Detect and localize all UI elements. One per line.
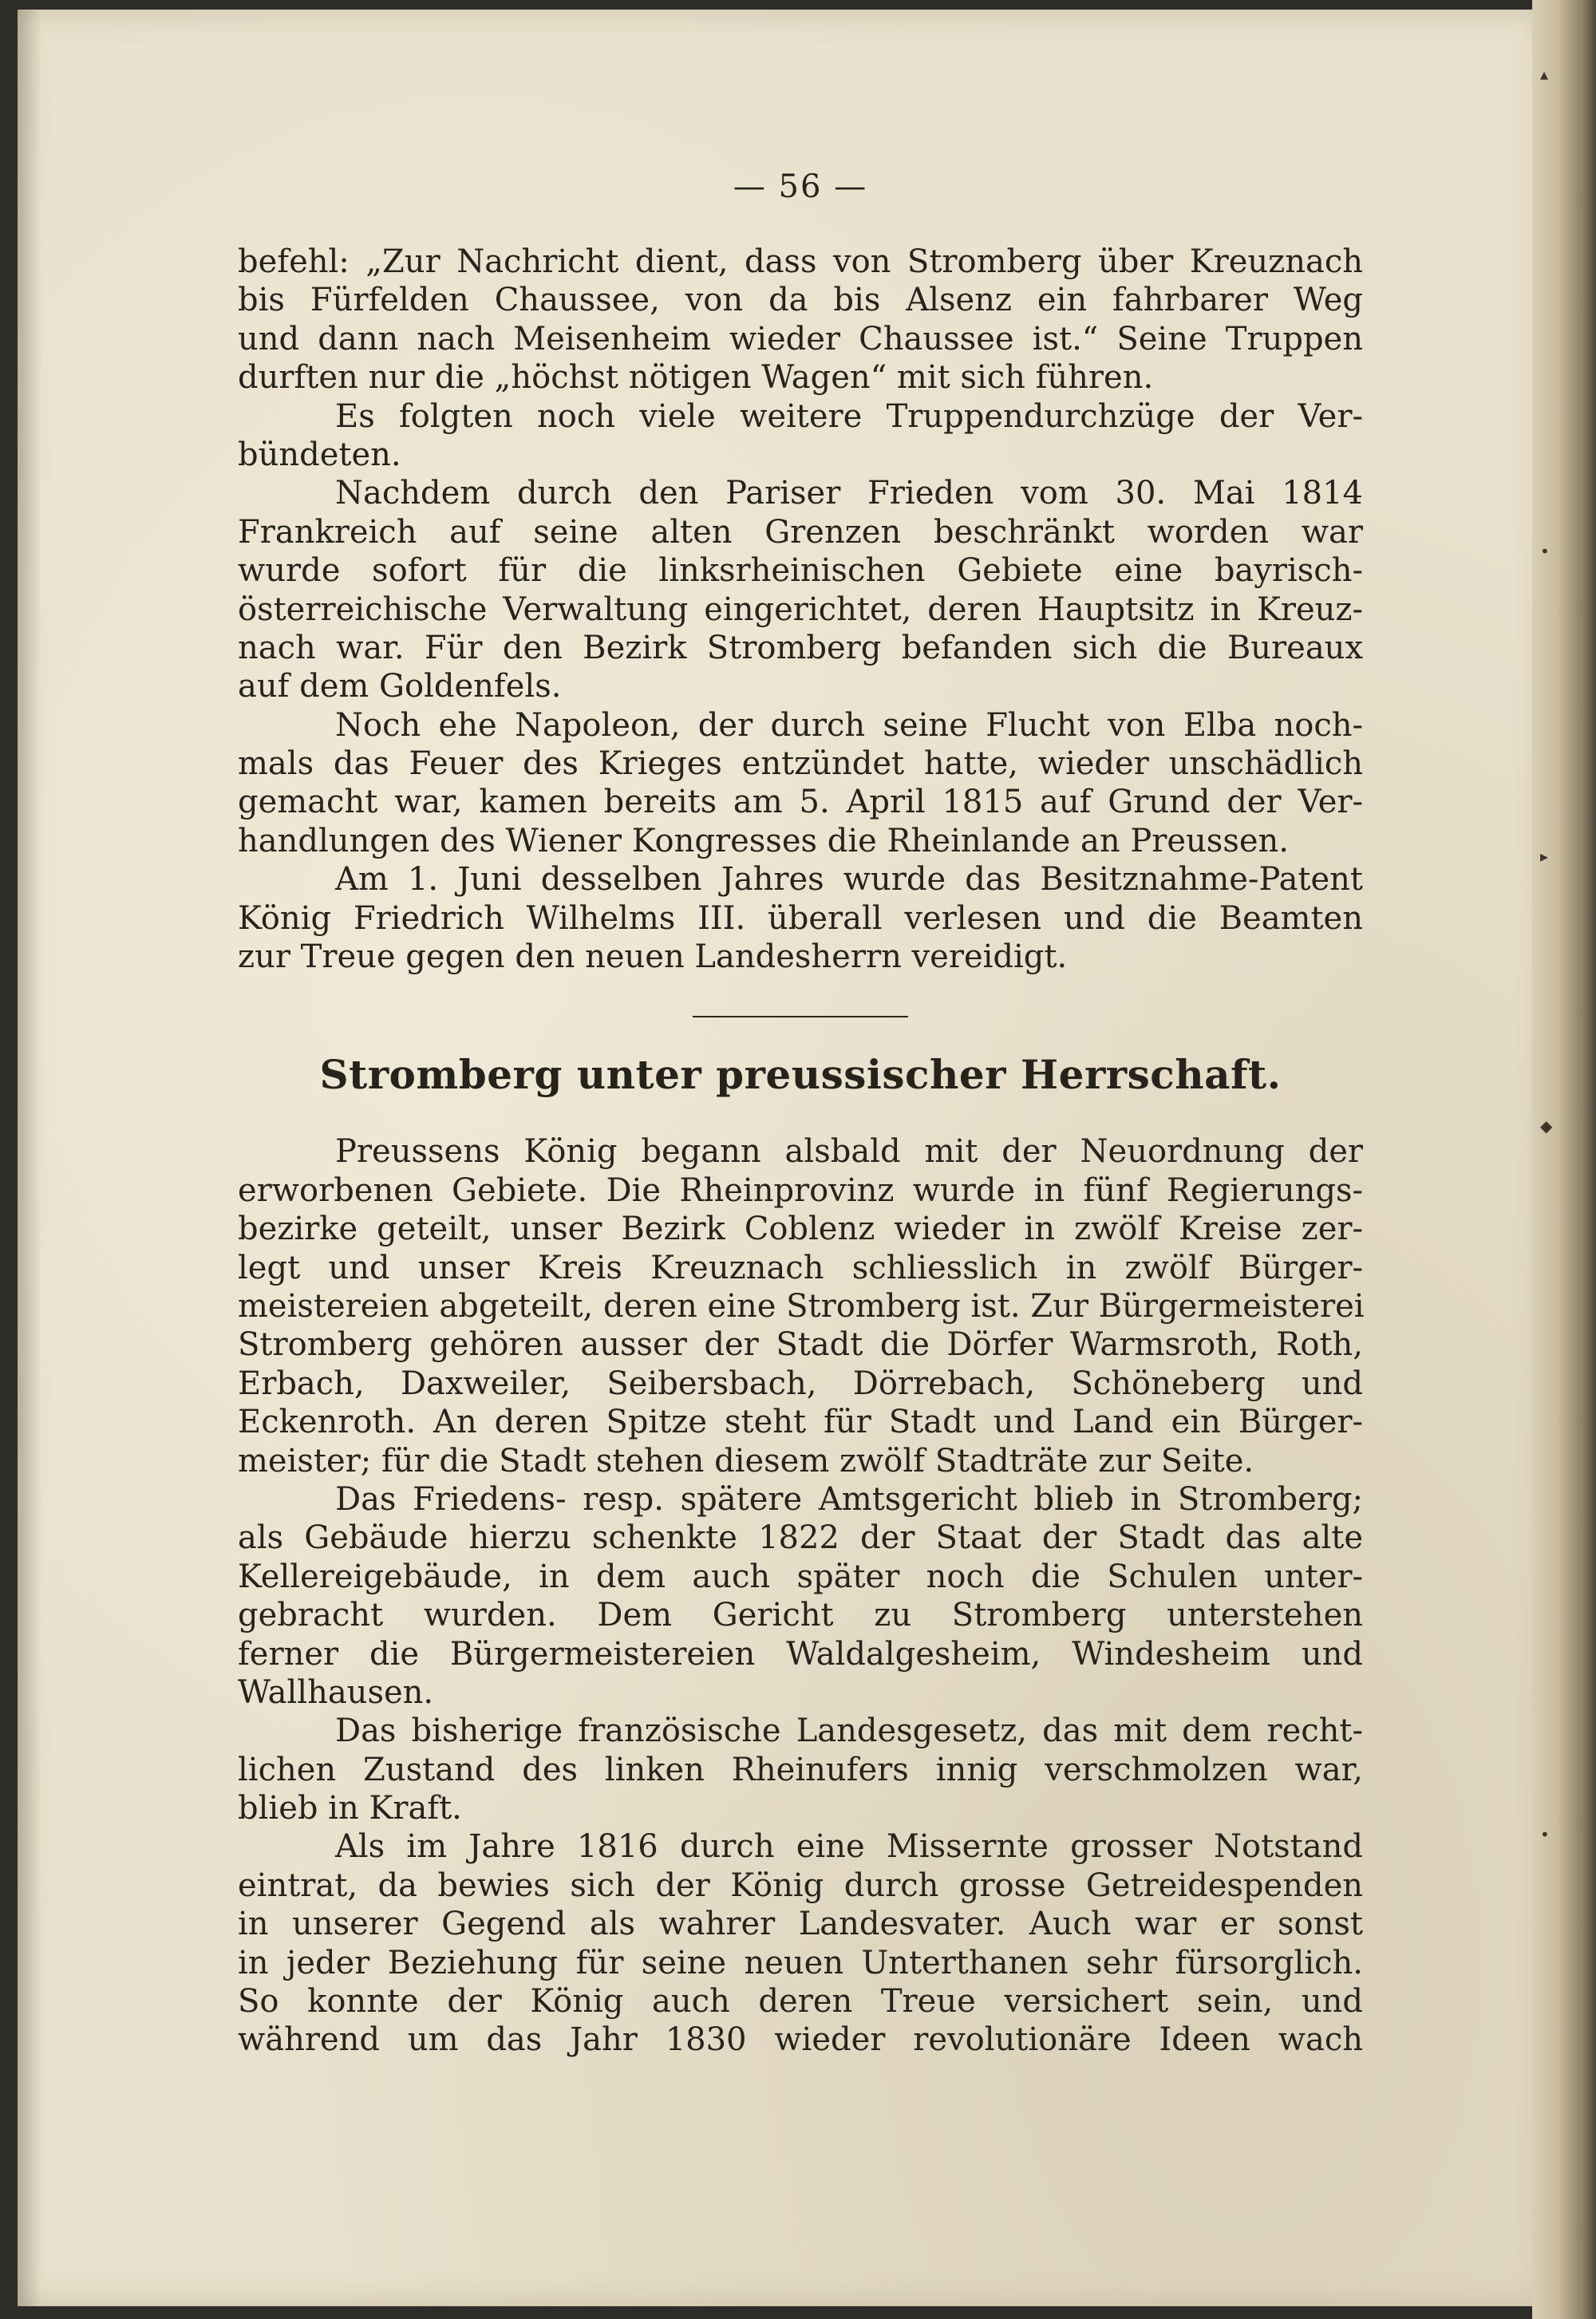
text-line: zur Treue gegen den neuen Landesherrn vereidigt. (238, 938, 1068, 976)
paragraphs-before-section (238, 243, 1363, 976)
text-line: mals das Feuer des Krieges entzündet hatte, wieder unschädlich (238, 745, 1363, 783)
text-line: in jeder Beziehung für seine neuen Unterthanen sehr fürsorglich. (238, 1944, 1363, 1981)
text-line: blieb in Kraft. (238, 1790, 462, 1827)
paragraphs-after-section (238, 1132, 1363, 2059)
text-block (238, 168, 1363, 2060)
text-line: meister; für die Stadt stehen diesem zwölf Stadträte zur Seite. (238, 1442, 1254, 1479)
spine-mark: ◆ (1540, 1116, 1553, 1136)
text-line: Das Friedens- resp. spätere Amtsgericht blieb in Stromberg; (335, 1480, 1363, 1518)
text-line: Preussens König begann alsbald mit der Neuordnung der (335, 1133, 1363, 1171)
text-line: Eckenroth. An deren Spitze steht für Stadt und Land ein Bürger- (238, 1404, 1363, 1441)
text-line: Erbach, Daxweiler, Seibersbach, Dörrebach, Schöneberg und (238, 1365, 1363, 1402)
spine-mark: • (1540, 1825, 1550, 1844)
page-number: — 56 — (733, 168, 868, 205)
text-line: Noch ehe Napoleon, der durch seine Flucht von Elba noch- (335, 706, 1363, 744)
text-line: Wallhausen. (238, 1673, 434, 1711)
section-divider (693, 1016, 908, 1017)
text-line: Frankreich auf seine alten Grenzen beschränkt worden war (238, 513, 1363, 551)
text-line: Nachdem durch den Pariser Frieden vom 30. Mai 1814 (335, 475, 1363, 512)
text-line: gemacht war, kamen bereits am 5. April 1815 auf Grund der Ver- (238, 784, 1363, 821)
text-line: österreichische Verwaltung eingerichtet, deren Hauptsitz in Kreuz- (238, 591, 1363, 628)
text-line: nach war. Für den Bezirk Stromberg befanden sich die Bureaux (238, 629, 1363, 666)
text-line: in unserer Gegend als wahrer Landesvater. Auch war er sonst (238, 1906, 1363, 1943)
text-line: König Friedrich Wilhelms III. überall verlesen und die Beamten (238, 899, 1363, 937)
text-line: bündeten. (238, 436, 401, 473)
section-title: Stromberg unter preussischer Herrschaft. (319, 1051, 1282, 1099)
spine-mark: ▸ (1540, 847, 1549, 866)
text-line: durften nur die „höchst nötigen Wagen“ mit sich führen. (238, 359, 1154, 397)
text-line: Kellereigebäude, in dem auch später noch die Schulen unter- (238, 1558, 1363, 1595)
text-line: So konnte der König auch deren Treue versichert sein, und (238, 1983, 1363, 2021)
page-edge-shadow (18, 10, 41, 2306)
text-line: eintrat, da bewies sich der König durch grosse Getreidespenden (238, 1867, 1363, 1904)
text-line: wurde sofort für die linksrheinischen Gebiete eine bayrisch- (238, 552, 1363, 590)
book-spine (1532, 0, 1596, 2319)
text-line: auf dem Goldenfels. (238, 668, 562, 705)
text-line: gebracht wurden. Dem Gericht zu Stromberg unterstehen (238, 1597, 1363, 1634)
text-line: während um das Jahr 1830 wieder revolutionäre Ideen wach (238, 2021, 1363, 2059)
text-line: legt und unser Kreis Kreuznach schliesslich in zwölf Bürger- (238, 1249, 1363, 1286)
text-line: bis Fürfelden Chaussee, von da bis Alsenz ein fahrbarer Weg (238, 282, 1363, 319)
spine-mark: ▴ (1540, 65, 1549, 84)
spine-mark: • (1540, 542, 1550, 561)
text-line: meistereien abgeteilt, deren eine Stromberg ist. Zur Bürgermeisterei (238, 1287, 1365, 1325)
text-line: Stromberg gehören ausser der Stadt die Dörfer Warmsroth, Roth, (238, 1326, 1363, 1364)
text-line: erworbenen Gebiete. Die Rheinprovinz wurde in fünf Regierungs- (238, 1171, 1363, 1209)
text-line: Am 1. Juni desselben Jahres wurde das Besitznahme-Patent (335, 861, 1363, 899)
text-line: als Gebäude hierzu schenkte 1822 der Staat der Stadt das alte (238, 1519, 1363, 1557)
text-line: Es folgten noch viele weitere Truppendurchzüge der Ver- (335, 397, 1363, 435)
text-line: befehl: „Zur Nachricht dient, dass von Stromberg über Kreuznach (238, 243, 1363, 280)
text-line: Als im Jahre 1816 durch eine Missernte grosser Notstand (335, 1828, 1363, 1866)
text-line: und dann nach Meisenheim wieder Chaussee ist.“ Seine Truppen (238, 320, 1363, 358)
text-line: Das bisherige französische Landesgesetz, das mit dem recht- (335, 1713, 1363, 1750)
text-line: bezirke geteilt, unser Bezirk Coblenz wieder in zwölf Kreise zer- (238, 1211, 1363, 1248)
text-line: lichen Zustand des linken Rheinufers innig verschmolzen war, (238, 1751, 1363, 1788)
text-line: ferner die Bürgermeistereien Waldalgesheim, Windesheim und (238, 1635, 1363, 1673)
text-line: handlungen des Wiener Kongresses die Rheinlande an Preussen. (238, 822, 1290, 859)
